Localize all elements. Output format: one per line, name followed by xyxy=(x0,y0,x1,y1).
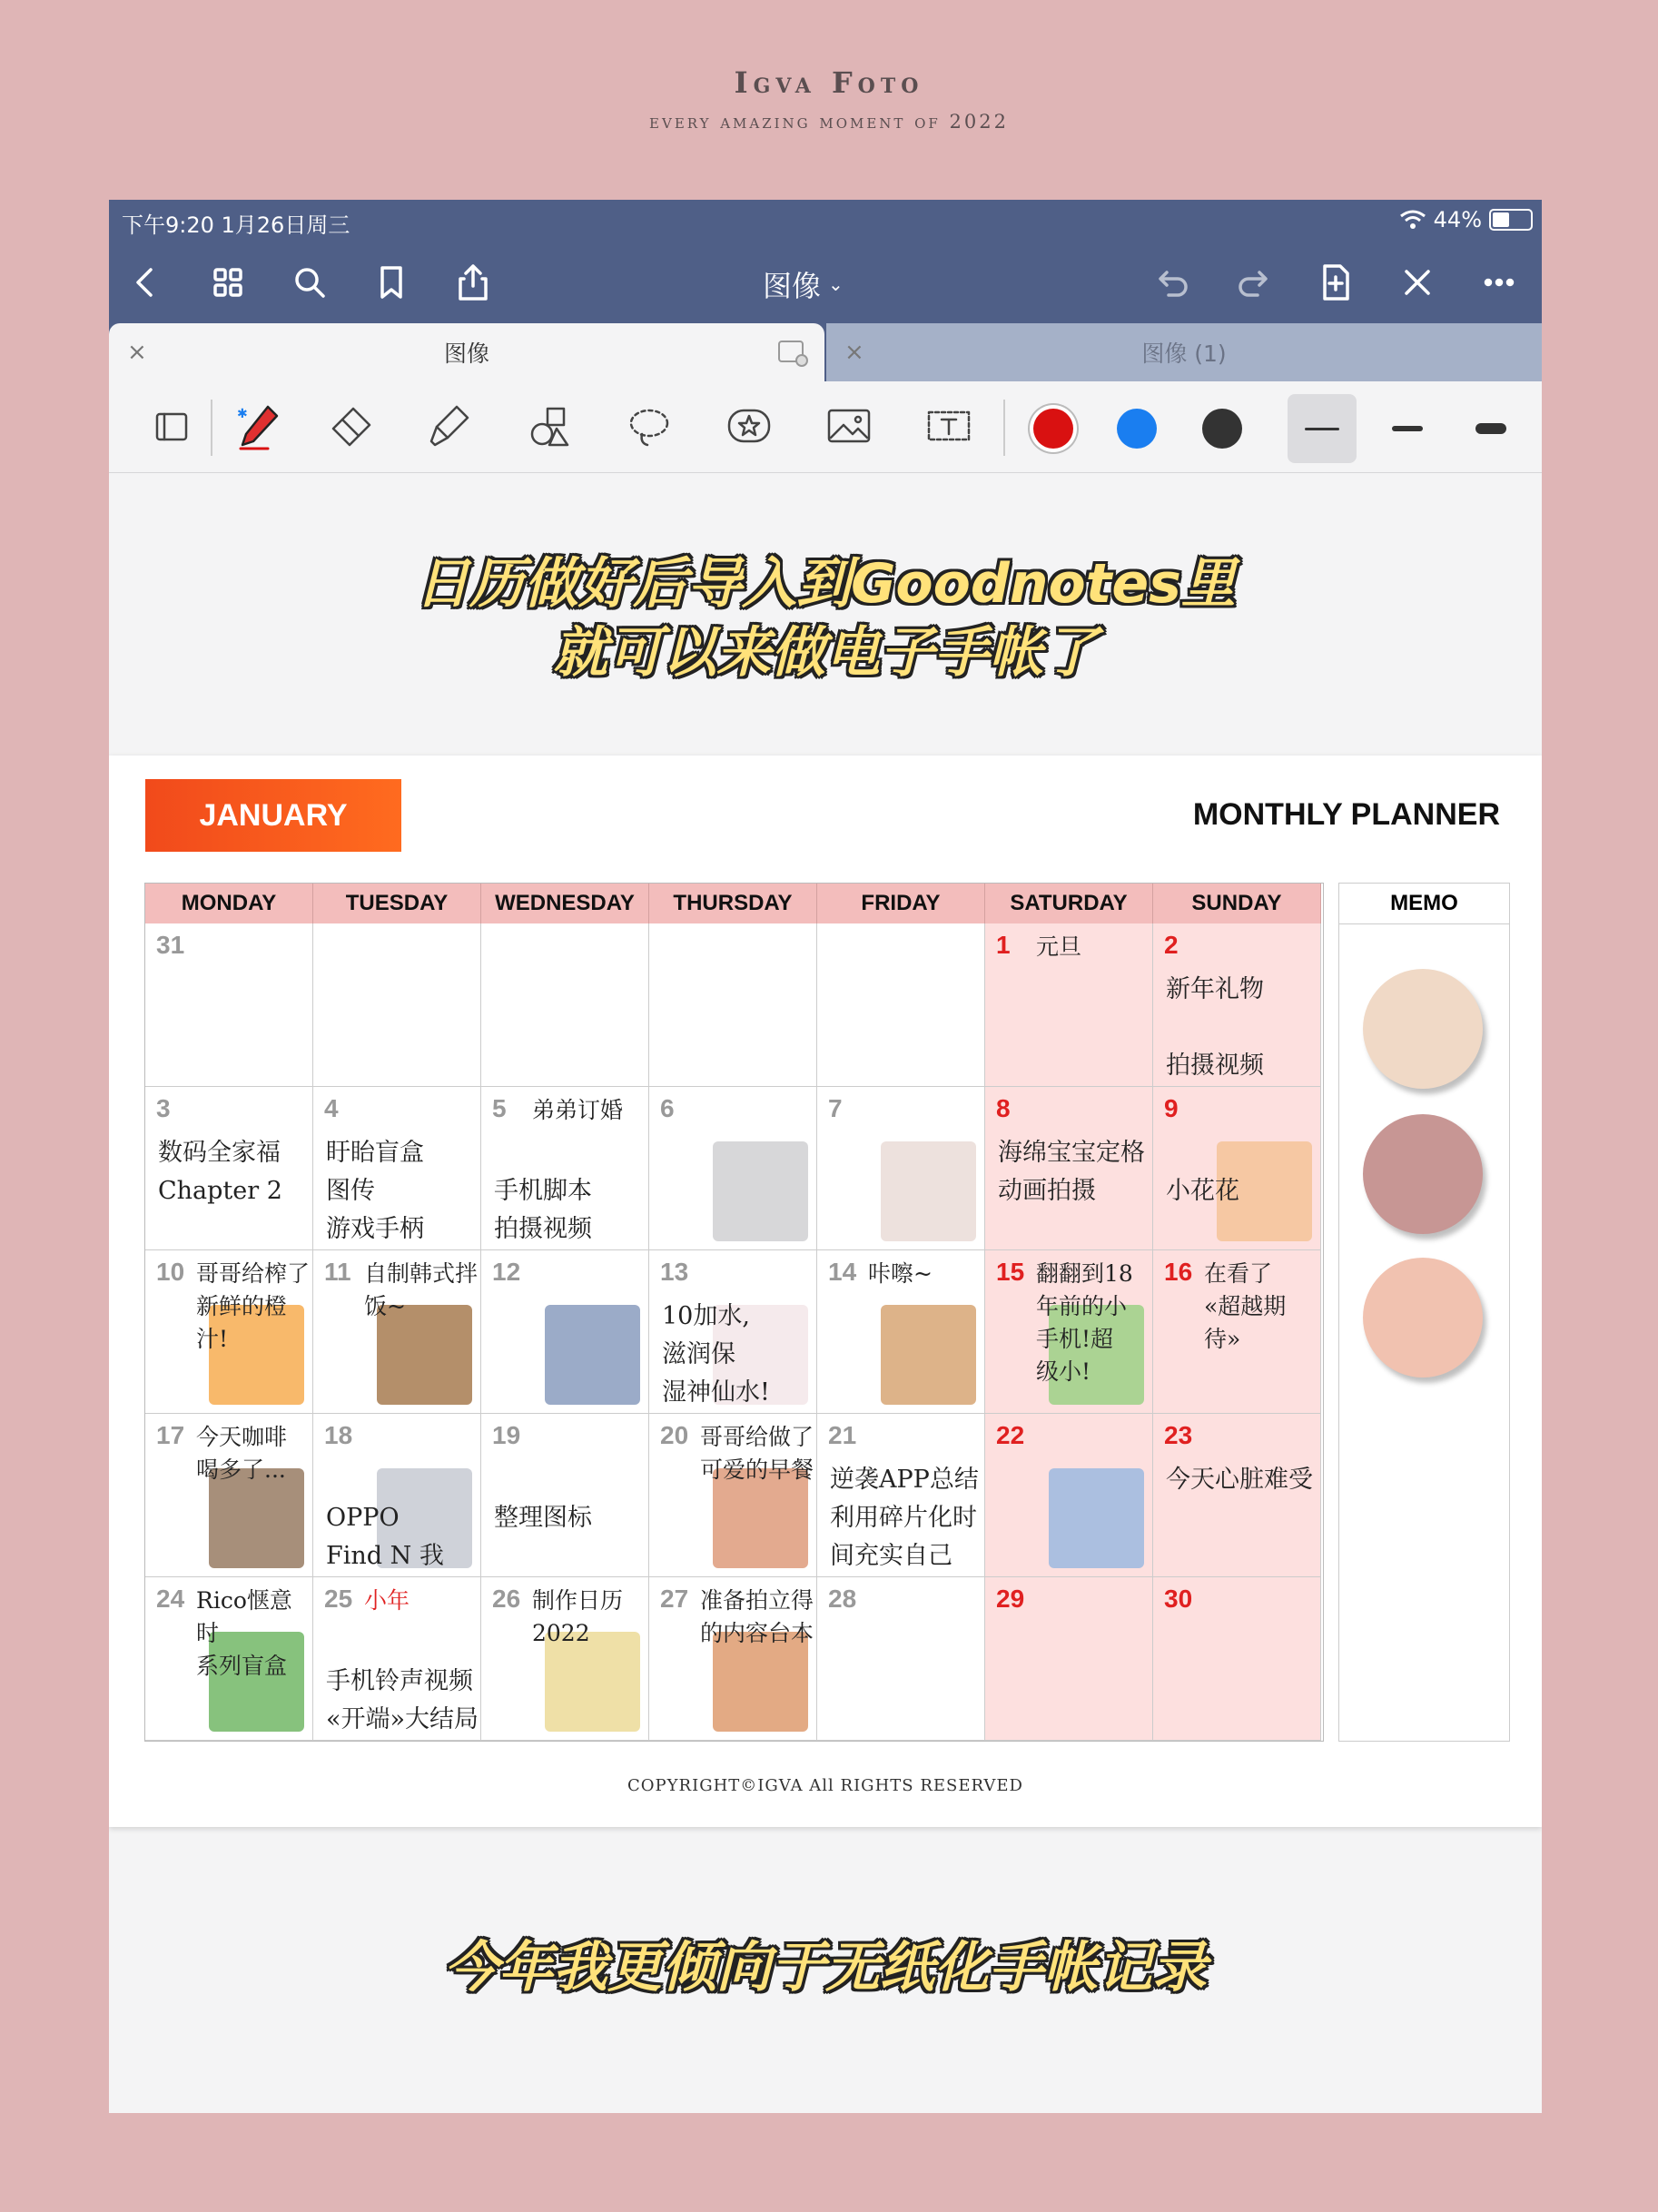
day-note: 盱眙盲盒 图传 游戏手柄 xyxy=(326,1139,424,1243)
planner-title: MONTHLY PLANNER xyxy=(1192,797,1500,832)
day-note: 今天心脏难受 xyxy=(1166,1466,1313,1494)
day-header-saturday: SATURDAY xyxy=(985,884,1153,923)
day-number: 9 xyxy=(1164,1094,1179,1122)
grid-icon[interactable] xyxy=(203,258,252,307)
day-number: 4 xyxy=(324,1094,339,1122)
color-blue-swatch[interactable] xyxy=(1117,409,1157,449)
pen-toolbar xyxy=(109,381,1542,473)
day-number: 10 xyxy=(156,1258,185,1286)
calendar-day-cell[interactable] xyxy=(985,923,1153,1087)
share-icon[interactable] xyxy=(449,258,498,307)
day-note: 海绵宝宝定格 动画拍摄 xyxy=(998,1139,1145,1205)
shapes-icon[interactable] xyxy=(518,400,581,454)
day-number: 13 xyxy=(660,1258,689,1286)
day-number: 6 xyxy=(660,1094,675,1122)
search-icon[interactable] xyxy=(285,258,334,307)
calendar-day-cell[interactable] xyxy=(313,1250,481,1414)
day-number: 24 xyxy=(156,1585,185,1613)
day-number: 19 xyxy=(492,1421,521,1449)
calendar-day-cell[interactable] xyxy=(985,1577,1153,1741)
image-icon[interactable] xyxy=(817,400,881,454)
memo-color-dot xyxy=(1363,1258,1483,1378)
caption-bottom: 今年我更倾向于无纸化手帐记录 xyxy=(444,1936,1207,2000)
calendar-day-cell[interactable] xyxy=(481,1087,649,1250)
calendar-day-cell[interactable] xyxy=(817,1577,985,1741)
day-number: 23 xyxy=(1164,1421,1193,1449)
top-toolbar xyxy=(109,242,1542,323)
back-icon[interactable] xyxy=(122,258,171,307)
calendar-day-cell[interactable] xyxy=(649,1250,817,1414)
calendar-day-cell[interactable] xyxy=(145,1577,313,1741)
color-red-swatch[interactable] xyxy=(1033,409,1073,449)
calendar-day-cell[interactable] xyxy=(985,1087,1153,1250)
calendar-day-cell[interactable] xyxy=(817,1250,985,1414)
day-number: 22 xyxy=(996,1421,1025,1449)
status-right xyxy=(1399,207,1533,232)
calendar-day-cell[interactable] xyxy=(985,1414,1153,1577)
month-badge: JANUARY xyxy=(145,779,401,852)
day-number: 3 xyxy=(156,1094,171,1122)
photo-sticker xyxy=(713,1141,808,1241)
day-note: 数码全家福 Chapter 2 xyxy=(158,1139,282,1205)
wifi-icon xyxy=(1399,210,1426,230)
calendar-grid xyxy=(144,883,1324,1742)
battery-percent: 44% xyxy=(1433,207,1482,232)
tab-close-icon[interactable]: × xyxy=(127,339,147,366)
calendar-day-cell[interactable] xyxy=(313,1414,481,1577)
day-number: 16 xyxy=(1164,1258,1193,1286)
calendar-day-cell[interactable] xyxy=(481,1414,649,1577)
day-note: 小花花 xyxy=(1166,1177,1239,1205)
calendar-day-cell[interactable] xyxy=(649,1577,817,1741)
calendar-day-cell[interactable] xyxy=(313,1577,481,1741)
tab-label: 图像 xyxy=(443,341,489,367)
day-note: OPPO Find N 我 xyxy=(326,1504,444,1570)
day-note: 手机脚本 拍摄视频 xyxy=(494,1177,592,1243)
calendar-day-cell[interactable] xyxy=(649,1414,817,1577)
day-number: 11 xyxy=(324,1258,351,1286)
calendar-day-cell[interactable] xyxy=(1153,1577,1321,1741)
day-number: 15 xyxy=(996,1258,1025,1286)
day-note: 制作日历 2022 xyxy=(532,1587,624,1646)
day-note: 弟弟订婚 xyxy=(532,1097,624,1123)
stroke-medium[interactable] xyxy=(1373,394,1442,463)
day-number: 1 xyxy=(996,931,1011,959)
day-number: 14 xyxy=(828,1258,857,1286)
day-number: 31 xyxy=(156,931,185,959)
day-number: 20 xyxy=(660,1421,689,1449)
day-number: 12 xyxy=(492,1258,521,1286)
highlighter-icon[interactable] xyxy=(418,400,481,454)
planner-page[interactable] xyxy=(109,755,1542,1827)
memo-color-dot xyxy=(1363,969,1483,1089)
day-note: 自制韩式拌 饭~ xyxy=(364,1260,479,1319)
pen-icon[interactable] xyxy=(227,400,291,454)
day-header-tuesday: TUESDAY xyxy=(313,884,481,923)
caption-top-line1: 日历做好后导入到Goodnotes里 xyxy=(415,552,1236,616)
day-note: 哥哥给做了 可爱的早餐 xyxy=(700,1424,814,1483)
day-note: 翻翻到18 年前的小 手机!超 级小! xyxy=(1036,1260,1133,1385)
chevron-down-icon: ⌄ xyxy=(828,273,844,295)
calendar-day-cell[interactable] xyxy=(985,1250,1153,1414)
day-header-thursday: THURSDAY xyxy=(649,884,817,923)
battery-icon xyxy=(1489,209,1533,231)
calendar-day-cell[interactable] xyxy=(1153,1087,1321,1250)
calendar-day-cell[interactable] xyxy=(145,1087,313,1250)
status-bar xyxy=(109,200,1542,242)
calendar-day-cell[interactable] xyxy=(481,1577,649,1741)
day-number: 2 xyxy=(1164,931,1179,959)
day-number: 5 xyxy=(492,1094,507,1122)
svg-text:✱: ✱ xyxy=(237,407,248,421)
calendar-day-cell[interactable] xyxy=(145,923,313,1087)
eraser-icon[interactable] xyxy=(318,400,381,454)
day-header-sunday: SUNDAY xyxy=(1153,884,1321,923)
day-number: 7 xyxy=(828,1094,843,1122)
add-page-icon[interactable] xyxy=(1311,258,1360,307)
day-header-friday: FRIDAY xyxy=(817,884,985,923)
day-note: 逆袭APP总结 利用碎片化时 间充实自己 xyxy=(830,1466,979,1570)
calendar-day-cell[interactable] xyxy=(817,923,985,1087)
day-header-wednesday: WEDNESDAY xyxy=(481,884,649,923)
calendar-day-cell[interactable] xyxy=(649,923,817,1087)
lasso-icon[interactable] xyxy=(617,400,681,454)
calendar-day-cell[interactable] xyxy=(817,1087,985,1250)
calendar-day-cell[interactable] xyxy=(1153,923,1321,1087)
stroke-thick[interactable] xyxy=(1456,394,1525,463)
tab-layout-icon[interactable] xyxy=(777,340,808,367)
undo-icon[interactable] xyxy=(1148,258,1197,307)
day-number: 28 xyxy=(828,1585,857,1613)
day-note: Rico惬意时 系列盲盒 xyxy=(196,1587,292,1679)
ipad-screen xyxy=(109,200,1542,2113)
calendar-day-cell[interactable] xyxy=(481,923,649,1087)
day-note: 小年 xyxy=(364,1587,410,1614)
document-title[interactable] xyxy=(763,263,844,305)
day-number: 30 xyxy=(1164,1585,1193,1613)
calendar-day-cell[interactable] xyxy=(481,1250,649,1414)
memo-header: MEMO xyxy=(1339,884,1509,924)
tab-image-1[interactable] xyxy=(826,323,1542,381)
caption-top-line2: 就可以来做电子手帐了 xyxy=(553,621,1098,685)
day-number: 26 xyxy=(492,1585,521,1613)
day-note: 10加水, 滋润保 湿神仙水! xyxy=(662,1302,770,1407)
day-note: 咔嚓~ xyxy=(868,1260,933,1287)
day-number: 8 xyxy=(996,1094,1011,1122)
calendar-day-cell[interactable] xyxy=(1153,1250,1321,1414)
day-note: 整理图标 xyxy=(494,1504,592,1532)
photo-sticker xyxy=(1049,1468,1144,1568)
day-number: 29 xyxy=(996,1585,1025,1613)
more-icon[interactable] xyxy=(1475,258,1524,307)
calendar-day-cell[interactable] xyxy=(313,923,481,1087)
photo-sticker xyxy=(881,1305,976,1405)
memo-color-dot xyxy=(1363,1114,1483,1234)
document-title-text: 图像 xyxy=(763,269,822,303)
calendar-day-cell[interactable] xyxy=(649,1087,817,1250)
calendar-day-cell[interactable] xyxy=(145,1414,313,1577)
tab-image[interactable] xyxy=(109,323,824,381)
day-note: 哥哥给榨了 新鲜的橙 汁! xyxy=(196,1260,311,1352)
tab-bar xyxy=(109,323,1542,381)
calendar-day-cell[interactable] xyxy=(1153,1414,1321,1577)
reader-mode-icon[interactable] xyxy=(140,400,203,454)
memo-column xyxy=(1338,883,1510,1742)
day-header-monday: MONDAY xyxy=(145,884,313,923)
day-number: 18 xyxy=(324,1421,353,1449)
copyright: COPYRIGHT©IGVA All RIGHTS RESERVED xyxy=(627,1776,1023,1795)
day-note: 今天咖啡 喝多了... xyxy=(196,1424,288,1483)
day-note: 手机铃声视频 «开端»大结局 xyxy=(326,1667,479,1733)
brand-title: Igva Foto xyxy=(734,65,924,100)
color-dark-swatch[interactable] xyxy=(1202,409,1242,449)
day-note: 元旦 xyxy=(1036,933,1082,960)
sticker-icon[interactable] xyxy=(717,400,781,454)
day-number: 27 xyxy=(660,1585,689,1613)
day-number: 17 xyxy=(156,1421,185,1449)
close-tools-icon[interactable] xyxy=(1393,258,1442,307)
tab-label: 图像 (1) xyxy=(1141,341,1227,367)
status-time: 下午9:20 1月26日周三 xyxy=(122,212,350,238)
calendar-day-cell[interactable] xyxy=(313,1087,481,1250)
brand-subtitle: every amazing moment of 2022 xyxy=(649,111,1009,133)
photo-sticker xyxy=(545,1305,640,1405)
day-number: 25 xyxy=(324,1585,353,1613)
calendar-day-cell[interactable] xyxy=(817,1414,985,1577)
day-number: 21 xyxy=(828,1421,857,1449)
calendar-day-cell[interactable] xyxy=(145,1250,313,1414)
bookmark-icon[interactable] xyxy=(367,258,416,307)
day-note: 在看了 «超越期待» xyxy=(1204,1260,1287,1352)
photo-sticker xyxy=(881,1141,976,1241)
day-note: 新年礼物 拍摄视频 xyxy=(1166,975,1264,1080)
day-note: 准备拍立得 的内容台本 xyxy=(700,1587,814,1646)
text-icon[interactable] xyxy=(917,400,981,454)
stroke-thin[interactable] xyxy=(1288,394,1357,463)
tab-close-icon[interactable]: × xyxy=(844,339,864,366)
redo-icon[interactable] xyxy=(1229,258,1278,307)
